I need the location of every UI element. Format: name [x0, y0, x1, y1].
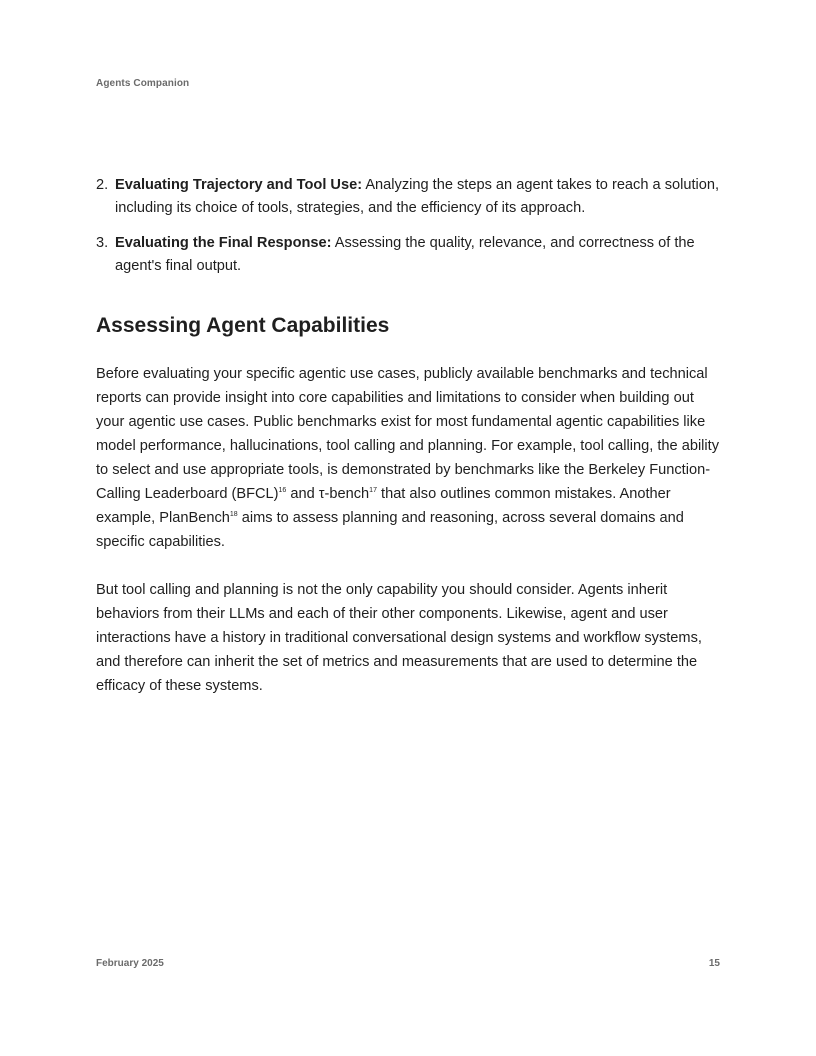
footer-date: February 2025 — [96, 958, 164, 969]
list-item — [96, 174, 720, 220]
list-item-number: 2. — [96, 177, 109, 193]
footnote-ref-18: 18 — [229, 511, 238, 519]
paragraph-text: Before evaluating your specific agentic use cases, publicly available benchmarks and technical reports can provide insight into core capabilities and limitations to consider when building out your agentic use cases. Public benchmarks exist for most fundamental agentic capabilities like model performance, hallucinations, tool calling and planning. For example, tool calling, the ability to select and use appropriate tools, is demonstrated by benchmarks like the Berkeley Function-Calling Leaderboard (BFCL) — [96, 366, 720, 502]
list-item-number: 3. — [96, 235, 109, 251]
page-number: 15 — [708, 958, 720, 969]
paragraph-text: and τ-bench — [286, 486, 370, 502]
paragraph-inherited-capabilities: But tool calling and planning is not the only capability you should consider. Agents inherit behaviors from their LLMs and each of their other components. Likewise, agent and user interactions have a history in traditional conversational design systems and workflow systems, and therefore can inherit the set of metrics and measurements that are used to determine the efficacy of these systems. — [96, 582, 702, 694]
running-header: Agents Companion — [96, 78, 190, 89]
page-content — [96, 174, 720, 722]
paragraph-benchmarks — [96, 362, 720, 554]
list-item-term: Evaluating Trajectory and Tool Use: — [115, 177, 363, 193]
list-item — [96, 232, 720, 278]
footnote-ref-17: 17 — [369, 487, 377, 495]
paragraph-text: aims to assess planning and reasoning, across several domains and specific capabilities. — [96, 510, 684, 550]
section-heading: Assessing Agent Capabilities — [96, 314, 390, 337]
list-item-term: Evaluating the Final Response: — [115, 235, 332, 251]
evaluation-list — [96, 174, 720, 278]
paragraph-text: that also outlines common mistakes. Another example, PlanBench — [96, 486, 671, 526]
list-item-text: Analyzing the steps an agent takes to reach a solution, including its choice of tools, strategies, and the efficiency of its approach. — [115, 177, 720, 216]
footnote-ref-16: 16 — [278, 487, 287, 495]
list-item-text: Assessing the quality, relevance, and correctness of the agent's final output. — [115, 235, 695, 274]
